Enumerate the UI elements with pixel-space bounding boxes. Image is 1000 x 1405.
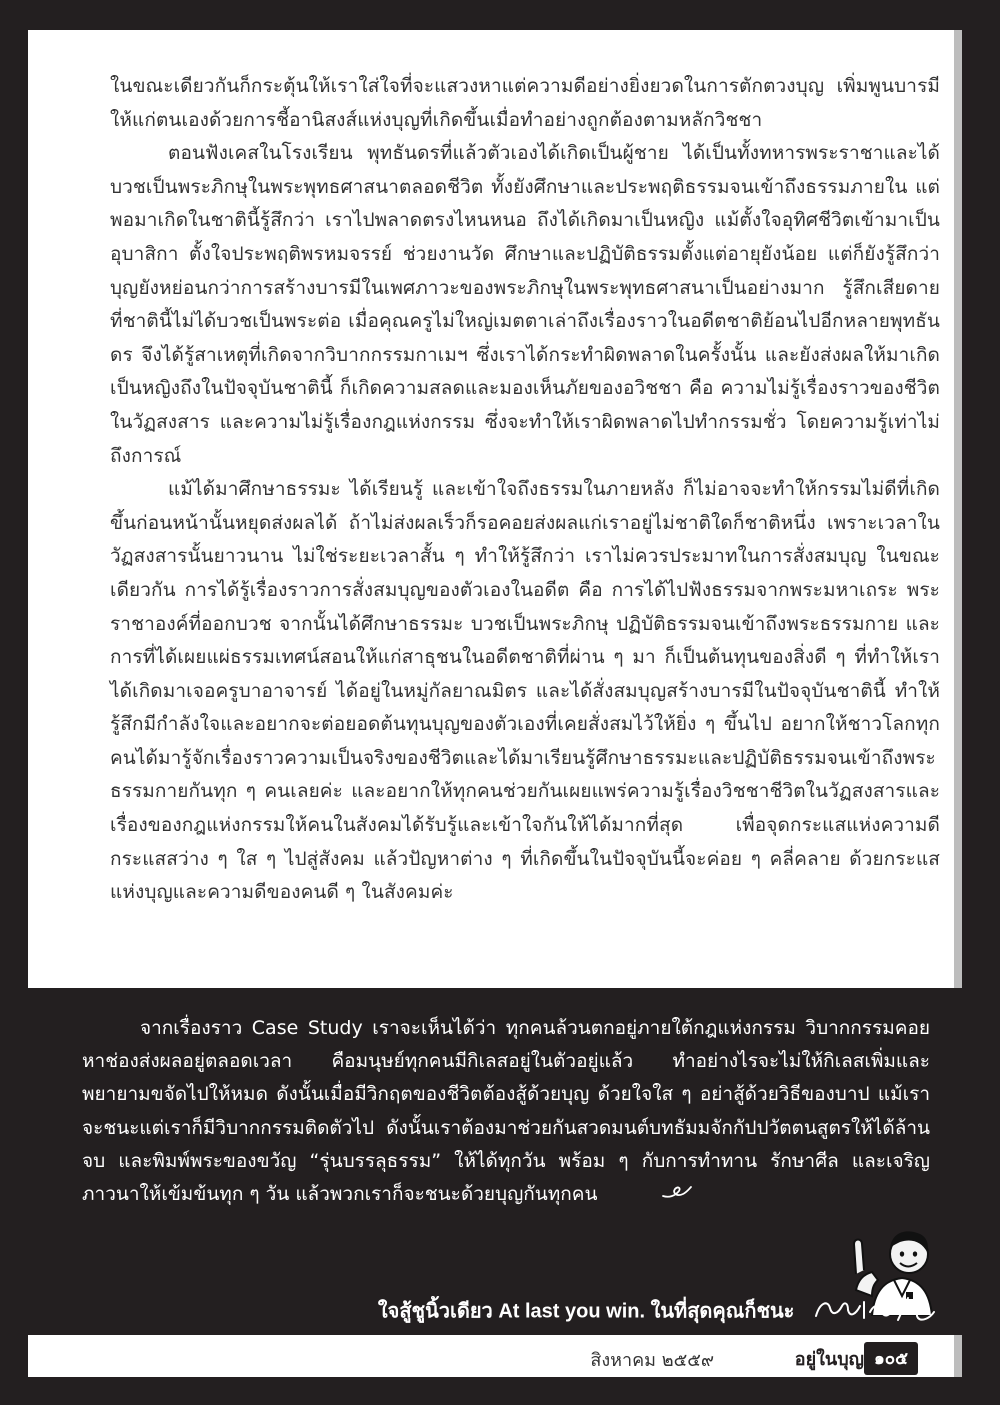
end-mark-icon <box>603 1178 693 1211</box>
issue-date: สิงหาคม ๒๕๕๙ <box>590 1350 714 1371</box>
closing-slogan <box>0 1294 940 1330</box>
article-paragraph: ในขณะเดียวกันก็กระตุ้นให้เราใส่ใจที่จะแสวงหาแต่ความดีอย่างยิ่งยวดในการตักตวงบุญ เพิ่มพูนบารมีให้แก่ตนเองด้วยการชี้อานิสงส์แห่งบุญที่เกิดขึ้นเมื่อทำอย่างถูกต้องตามหลักวิชชา <box>110 75 940 131</box>
handwritten-signature <box>810 1294 940 1330</box>
article-paragraph: แม้ได้มาศึกษาธรรมะ ได้เรียนรู้ และเข้าใจถึงธรรมในภายหลัง ก็ไม่อาจจะทำให้กรรมไม่ดีที่เกิดขึ้นก่อนหน้านั้นหยุดส่งผลได้ ถ้าไม่ส่งผลเร็วก็รอคอยส่งผลแก่เราอยู่ไม่ชาติใดก็ชาติหนึ่ง เพราะเวลาในวัฏสงสารนั้นยาวนาน ไม่ใช่ระยะเวลาสั้น ๆ ทำให้รู้สึกว่า เราไม่ควรประมาทในการสั่งสมบุญ ในขณะเดียวกัน การได้รู้เรื่องราวการสั่งสมบุญของตัวเองในอดีต คือ การได้ไปฟังธรรมจากพระมหาเถระ พระราชาองค์ที่ออกบวช จากนั้นได้ศึกษาธรรมะ บวชเป็นพระภิกษุ ปฏิบัติธรรมจนเข้าถึงพระธรรมกาย และการที่ได้เผยแผ่ธรรมเทศน์สอนให้แก่สาธุชนในอดีตชาติที่ผ่าน ๆ มา ก็เป็นต้นทุนของสิ่งดี ๆ ที่ทำให้เราได้เกิดมาเจอครูบาอาจารย์ ได้อยู่ในหมู่กัลยาณมิตร และได้สั่งสมบุญสร้างบารมีในปัจจุบันชาตินี้ ทำให้รู้สึกมีกำลังใจและอยากจะต่อยอดต้นทุนบุญของตัวเองที่เคยสั่งสมไว้ให้ยิ่ง ๆ ขึ้นไป อยากให้ชาวโลกทุกคนได้มารู้จักเรื่องราวความเป็นจริงของชีวิตและได้มาเรียนรู้ศึกษาธรรมะและปฏิบัติธรรมจนเข้าถึงพระธรรมกายกันทุก ๆ คนเลยค่ะ และอยากให้ทุกคนช่วยกันเผยแพร่ความรู้เรื่องวิชชาชีวิตในวัฏสงสารและเรื่องของกฎแห่งกรรมให้คนในสังคมได้รับรู้และเข้าใจกันให้ได้มากที่สุด เพื่อจุดกระแสแห่งความดี กระแสสว่าง ๆ ใส ๆ ไปสู่สังคม แล้วปัญหาต่าง ๆ ที่เกิดขึ้นในปัจจุบันนี้จะค่อย ๆ คลี่คลาย ด้วยกระแสแห่งบุญและความดีของคนดี ๆ ในสังคมค่ะ <box>110 478 940 904</box>
article-paragraph: ตอนฟังเคสในโรงเรียน พุทธันดรที่แล้วตัวเองได้เกิดเป็นผู้ชาย ได้เป็นทั้งทหารพระราชาและได้บวชเป็นพระภิกษุในพระพุทธศาสนาตลอดชีวิต ทั้งยังศึกษาและประพฤติธรรมจนเข้าถึงธรรมภายใน แต่พอมาเกิดในชาตินี้รู้สึกว่า เราไปพลาดตรงไหนหนอ ถึงได้เกิดมาเป็นหญิง แม้ตั้งใจอุทิศชีวิตเข้ามาเป็นอุบาสิกา ตั้งใจประพฤติพรหมจรรย์ ช่วยงานวัด ศึกษาและปฏิบัติธรรมตั้งแต่อายุยังน้อย แต่ก็ยังรู้สึกว่า บุญยังหย่อนกว่าการสร้างบารมีในเพศภาวะของพระภิกษุในพระพุทธศาสนาเป็นอย่างมาก รู้สึกเสียดายที่ชาตินี้ไม่ได้บวชเป็นพระต่อ เมื่อคุณครูไม่ใหญ่เมตตาเล่าถึงเรื่องราวในอดีตชาติย้อนไปอีกหลายพุทธันดร จึงได้รู้สาเหตุที่เกิดจากวิบากกรรมกาเมฯ ซึ่งเราได้กระทำผิดพลาดในครั้งนั้น และยังส่งผลให้มาเกิดเป็นหญิงถึงในปัจจุบันชาตินี้ ก็เกิดความสลดและมองเห็นภัยของอวิชชา คือ ความไม่รู้เรื่องราวของชีวิตในวัฏสงสาร และความไม่รู้เรื่องกฎแห่งกรรม ซึ่งจะทำให้เราผิดพลาดไปทำกรรมชั่ว โดยความรู้เท่าไม่ถึงการณ์ <box>110 142 940 467</box>
slogan-text: ใจสู้ชูนิ้วเดียว At last you win. ในที่สุดคุณก็ชนะ <box>377 1300 795 1323</box>
conclusion-paragraph <box>82 1012 930 1211</box>
article-panel <box>28 30 962 988</box>
conclusion-block <box>82 1012 930 1211</box>
article-body <box>110 70 940 910</box>
magazine-name: อยู่ในบุญ <box>794 1349 864 1370</box>
page-number: ๑๐๕ <box>864 1342 918 1375</box>
page-footer <box>28 1335 962 1377</box>
conclusion-text: จากเรื่องราว Case Study เราจะเห็นได้ว่า ทุกคนล้วนตกอยู่ภายใต้กฎแห่งกรรม วิบากกรรมคอยหาช่องส่งผลอยู่ตลอดเวลา คือมนุษย์ทุกคนมีกิเลสอยู่ในตัวอยู่แล้ว ทำอย่างไรจะไม่ให้กิเลสเพิ่มและพยายามขจัดไปให้หมด ดังนั้นเมื่อมีวิกฤตของชีวิตต้องสู้ด้วยบุญ ด้วยใจใส ๆ อย่าสู้ด้วยวิธีของบาป แม้เราจะชนะแต่เราก็มีวิบากกรรมติดตัวไป ดังนั้นเราต้องมาช่วยกันสวดมนต์บทธัมมจักกัปปวัตตนสูตรให้ได้ล้านจบ และพิมพ์พระของขวัญ “รุ่นบรรลุธรรม” ให้ได้ทุกวัน พร้อม ๆ กับการทำทาน รักษาศีล และเจริญภาวนาให้เข้มข้นทุก ๆ วัน แล้วพวกเราก็จะชนะด้วยบุญกันทุกคน <box>82 1017 930 1206</box>
